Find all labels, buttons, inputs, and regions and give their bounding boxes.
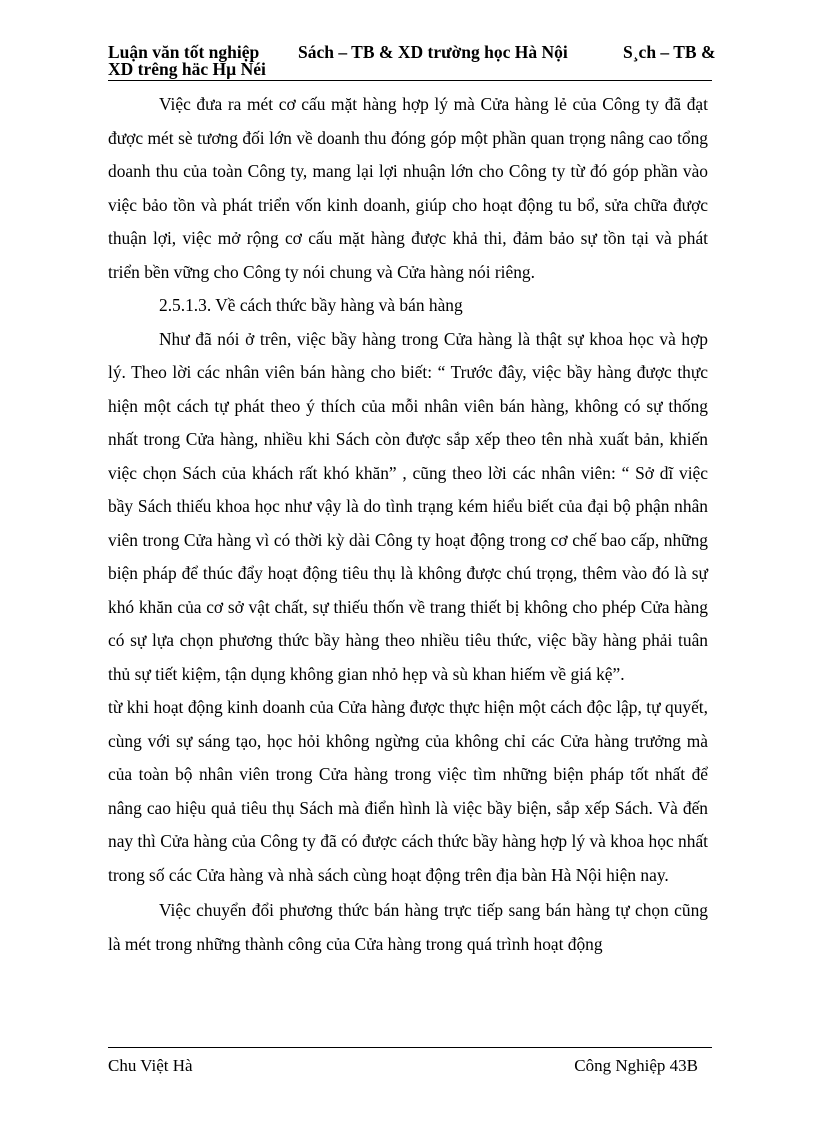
header-line-2: XD trêng häc Hµ Néi [108,59,266,79]
paragraph-3: từ khi hoạt động kinh doanh của Cửa hàng được thực hiện một cách độc lập, tự quyết, cùng với sự sáng tạo, học hỏi không ngừng của không chỉ các Cửa hàng trưởng mà của toàn bộ nhân viên trong Cửa hàng trong việc tìm những biện pháp tốt nhất để nâng cao hiệu quả tiêu thụ Sách mà điển hình là việc bầy biện, sắp xếp Sách. Và đến nay thì Cửa hàng của Công ty đã có được cách thức bầy hàng hợp lý và khoa học nhất trong số các Cửa hàng và nhà sách cùng hoạt động trên địa bàn Hà Nội hiện nay. [108,697,708,885]
document-body [108,88,708,961]
paragraph-4: Việc chuyển đổi phương thức bán hàng trực tiếp sang bán hàng tự chọn cũng là mét trong những thành công của Cửa hàng trong quá trình hoạt động [108,900,708,954]
paragraph-2: Như đã nói ở trên, việc bầy hàng trong Cửa hàng là thật sự khoa học và hợp lý. Theo lời các nhân viên bán hàng cho biết: “ Trước đây, việc bầy hàng được thực hiện một cách tự phát theo ý thích của mỗi nhân viên bán hàng, không có sự thống nhất trong Cửa hàng, nhiều khi Sách còn được sắp xếp theo tên nhà xuất bản, khiến việc chọn Sách của khách rất khó khăn” , cũng theo lời các nhân viên: “ Sở dĩ việc bầy Sách thiếu khoa học như vậy là do tình trạng kém hiểu biết của đại bộ phận nhân viên trong Cửa hàng vì có thời kỳ dài Công ty hoạt động trong cơ chế bao cấp, những biện pháp để thúc đẩy hoạt động tiêu thụ là không được chú trọng, thêm vào đó là sự khó khăn của cơ sở vật chất, sự thiếu thốn về trang thiết bị không cho phép Cửa hàng có sự lựa chọn phương thức bầy hàng theo nhiều tiêu thức, việc bầy hàng phải tuân thủ sự tiết kiệm, tận dụng không gian nhỏ hẹp và sù khan hiếm về giá kệ”. [108,328,708,684]
page-footer [108,1056,698,1076]
footer-divider [108,1047,712,1048]
section-heading: 2.5.1.3. Về cách thức bầy hàng và bán hàng [159,295,463,315]
footer-author: Chu Việt Hà [108,1056,193,1075]
page-header [108,44,720,78]
footer-class: Công Nghiệp 43B [574,1056,698,1075]
header-topic: Sách – TB & XD trường học Hà Nội [298,42,568,62]
header-divider [108,80,712,81]
header-topic-garbled: S¸ch – TB & [623,42,716,62]
header-thesis-title: Luận văn tốt nghiệp [108,42,260,62]
paragraph-1: Việc đưa ra mét cơ cấu mặt hàng hợp lý mà Cửa hàng lẻ của Công ty đã đạt được mét sè tương đối lớn về doanh thu đóng góp một phần quan trọng nâng cao tổng doanh thu của toàn Công ty, mang lại lợi nhuận lớn cho Công ty từ đó góp phần vào việc bảo tồn và phát triển vốn kinh doanh, giúp cho hoạt động tu bổ, sửa chữa được thuận lợi, việc mở rộng cơ cấu mặt hàng được khả thi, đảm bảo sự tồn tại và phát triển bền vững cho Công ty nói chung và Cửa hàng nói riêng. [108,94,708,282]
